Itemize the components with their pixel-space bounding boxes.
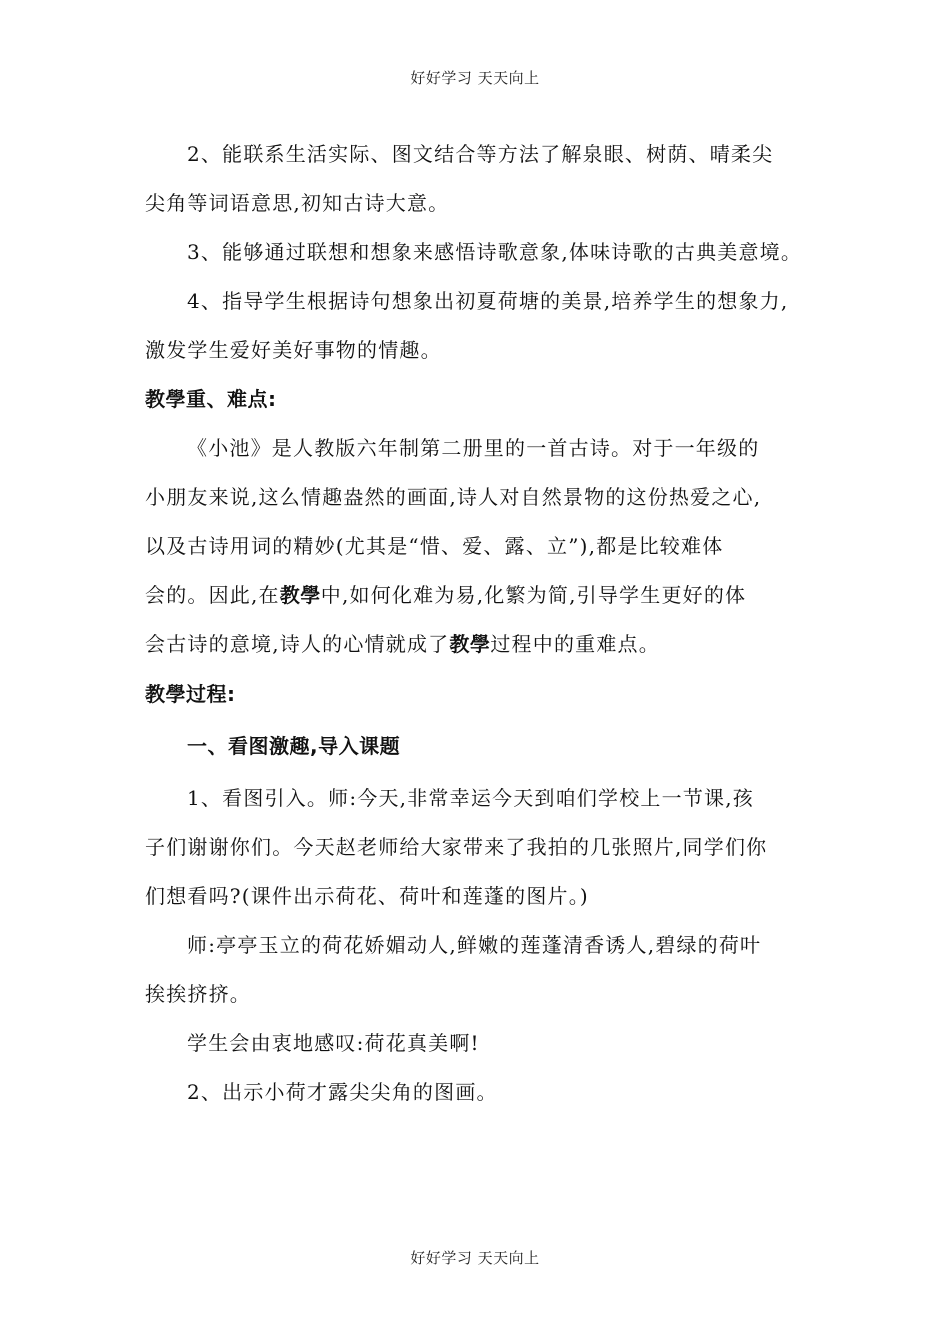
step-1-line-3: 们想看吗?(课件出示荷花、荷叶和莲蓬的图片。) <box>145 884 589 908</box>
objective-2-line-1: 2、能联系生活实际、图文结合等方法了解泉眼、树荫、晴柔尖 <box>187 142 774 166</box>
page-header: 好好学习 天天向上 <box>410 69 540 87</box>
page-footer: 好好学习 天天向上 <box>410 1249 540 1267</box>
subsection-heading-1: 一、看图激趣,导入课题 <box>187 734 401 758</box>
objective-3: 3、能够通过联想和想象来感悟诗歌意象,体味诗歌的古典美意境。 <box>187 240 803 264</box>
key-points-line-4-bold-word: 教學 <box>279 583 321 607</box>
step-2: 2、出示小荷才露尖尖角的图画。 <box>187 1080 498 1104</box>
objective-4-line-1: 4、指导学生根据诗句想象出初夏荷塘的美景,培养学生的想象力, <box>187 289 789 313</box>
step-1-line-1: 1、看图引入。师:今天,非常幸运今天到咱们学校上一节课,孩 <box>187 786 754 810</box>
teacher-line-2: 挨挨挤挤。 <box>145 982 251 1006</box>
objective-2-line-2: 尖角等词语意思,初知古诗大意。 <box>145 191 450 215</box>
objective-4-line-2: 激发学生爱好美好事物的情趣。 <box>145 338 442 362</box>
section-heading-key-points: 教學重、难点: <box>145 387 277 411</box>
key-points-line-3: 以及古诗用词的精妙(尤其是“惜、爱、露、立”),都是比较难体 <box>145 534 724 558</box>
key-points-line-5-part-a: 会古诗的意境,诗人的心情就成了 <box>145 632 450 656</box>
teacher-line-1: 师:亭亭玉立的荷花娇媚动人,鲜嫩的莲蓬清香诱人,碧绿的荷叶 <box>187 933 762 957</box>
key-points-line-4-part-b: 中,如何化难为易,化繁为简,引导学生更好的体 <box>320 583 747 607</box>
key-points-line-4-part-a: 会的。因此,在 <box>145 583 280 607</box>
key-points-line-4 <box>145 581 746 609</box>
key-points-line-5-part-b: 过程中的重难点。 <box>490 632 660 656</box>
step-1-line-2: 子们谢谢你们。今天赵老师给大家带来了我拍的几张照片,同学们你 <box>145 835 768 859</box>
key-points-line-2: 小朋友来说,这么情趣盎然的画面,诗人对自然景物的这份热爱之心, <box>145 485 762 509</box>
key-points-line-1: 《小池》是人教版六年制第二册里的一首古诗。对于一年级的 <box>187 436 760 460</box>
student-response: 学生会由衷地感叹:荷花真美啊! <box>187 1031 480 1055</box>
key-points-line-5 <box>145 630 660 658</box>
section-heading-process: 教學过程: <box>145 682 236 706</box>
key-points-line-5-bold-word: 教學 <box>449 632 491 656</box>
